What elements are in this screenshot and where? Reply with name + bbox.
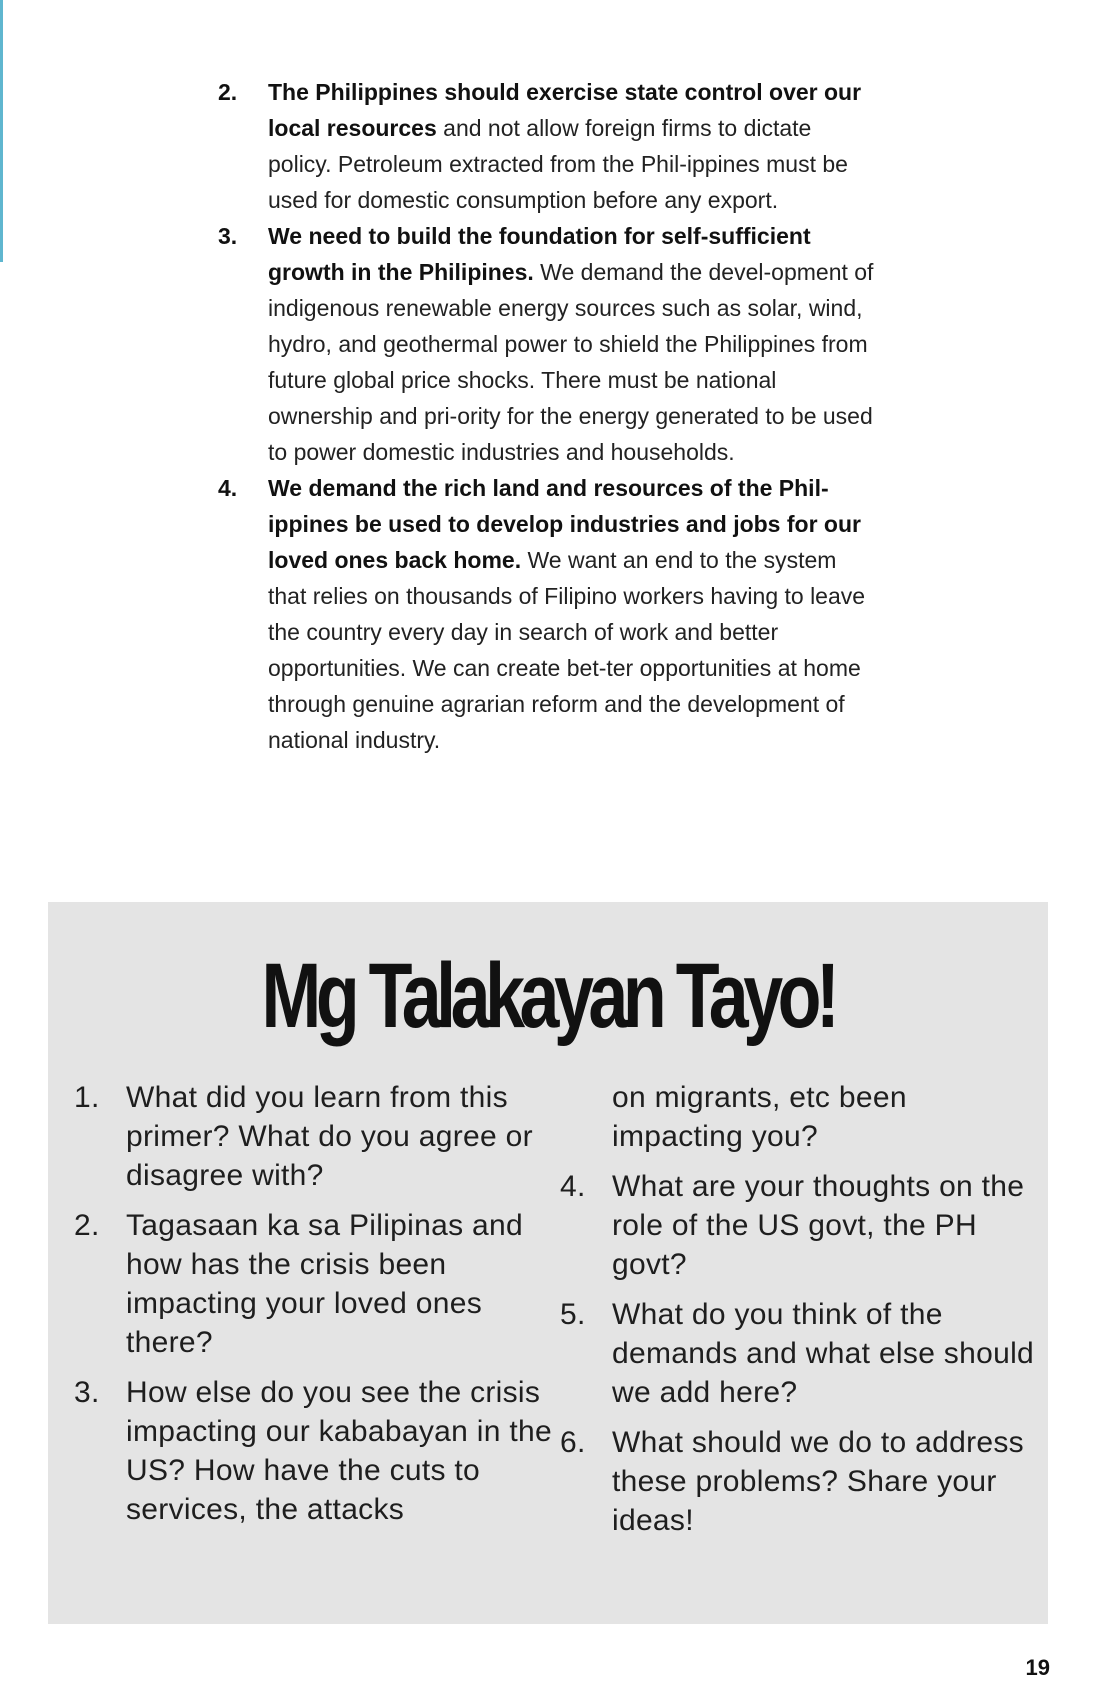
demand-text: We want an end to the system that relies on thousands of Filipino workers having to leave the country every day in search of work and better opportunities. We can create bet-ter opportunities at home through genuine agrarian reform and the development of national industry. [268, 547, 866, 753]
question-number: 6. [560, 1426, 586, 1459]
discussion-question [560, 1167, 1040, 1284]
demand-lead: We need to build the foundation for self-sufficient growth in the Philipines. [268, 223, 811, 285]
page-edge-accent-line [0, 0, 3, 262]
demand-number: 3. [218, 223, 238, 249]
question-number: 2. [74, 1209, 100, 1242]
question-text: What do you think of the demands and what else should we add here? [612, 1298, 1035, 1409]
question-continuation: on migrants, etc been impacting you? [612, 1081, 907, 1153]
demand-number: 2. [218, 79, 238, 105]
discussion-title: Mg Talakayan Tayo! [261, 945, 835, 1047]
discussion-questions-left [74, 1078, 574, 1540]
demand-text: We demand the devel-opment of indigenous renewable energy sources such as solar, wind, hydro, and geothermal power to shield the Philippines from future global price shocks. There must be national ownership and pri-ority for the energy generated to be used to power domestic industries and households. [268, 259, 874, 465]
question-number: 5. [560, 1298, 586, 1331]
question-number: 1. [74, 1081, 100, 1114]
discussion-question [560, 1295, 1040, 1412]
demand-item [218, 74, 878, 218]
question-text: Tagasaan ka sa Pilipinas and how has the crisis been impacting your loved ones there? [126, 1209, 523, 1359]
question-number: 3. [74, 1376, 100, 1409]
question-text: What are your thoughts on the role of the US govt, the PH govt? [612, 1170, 1025, 1281]
question-text: How else do you see the crisis impacting our kababayan in the US? How have the cuts to services, the attacks [126, 1376, 552, 1526]
demands-list [218, 74, 878, 758]
discussion-questions-right [560, 1078, 1040, 1551]
question-number: 4. [560, 1170, 586, 1203]
discussion-question [560, 1423, 1040, 1540]
page-number: 19 [1025, 1655, 1050, 1680]
discussion-question [74, 1373, 574, 1529]
discussion-question [74, 1078, 574, 1195]
demand-lead: We demand the rich land and resources of the Phil-ippines be used to develop industries and jobs for our loved ones back home. [268, 475, 861, 573]
demand-text: and not allow foreign firms to dictate policy. Petroleum extracted from the Phil-ippines must be used for domestic consumption before any export. [268, 115, 848, 213]
discussion-box [48, 902, 1048, 1624]
question-text: What should we do to address these problems? Share your ideas! [612, 1426, 1024, 1537]
question-text: What did you learn from this primer? What do you agree or disagree with? [126, 1081, 533, 1192]
demand-number: 4. [218, 475, 238, 501]
demand-item [218, 470, 878, 758]
demand-lead: The Philippines should exercise state control over our local resources [268, 79, 862, 141]
demand-item [218, 218, 878, 470]
discussion-question [74, 1206, 574, 1362]
